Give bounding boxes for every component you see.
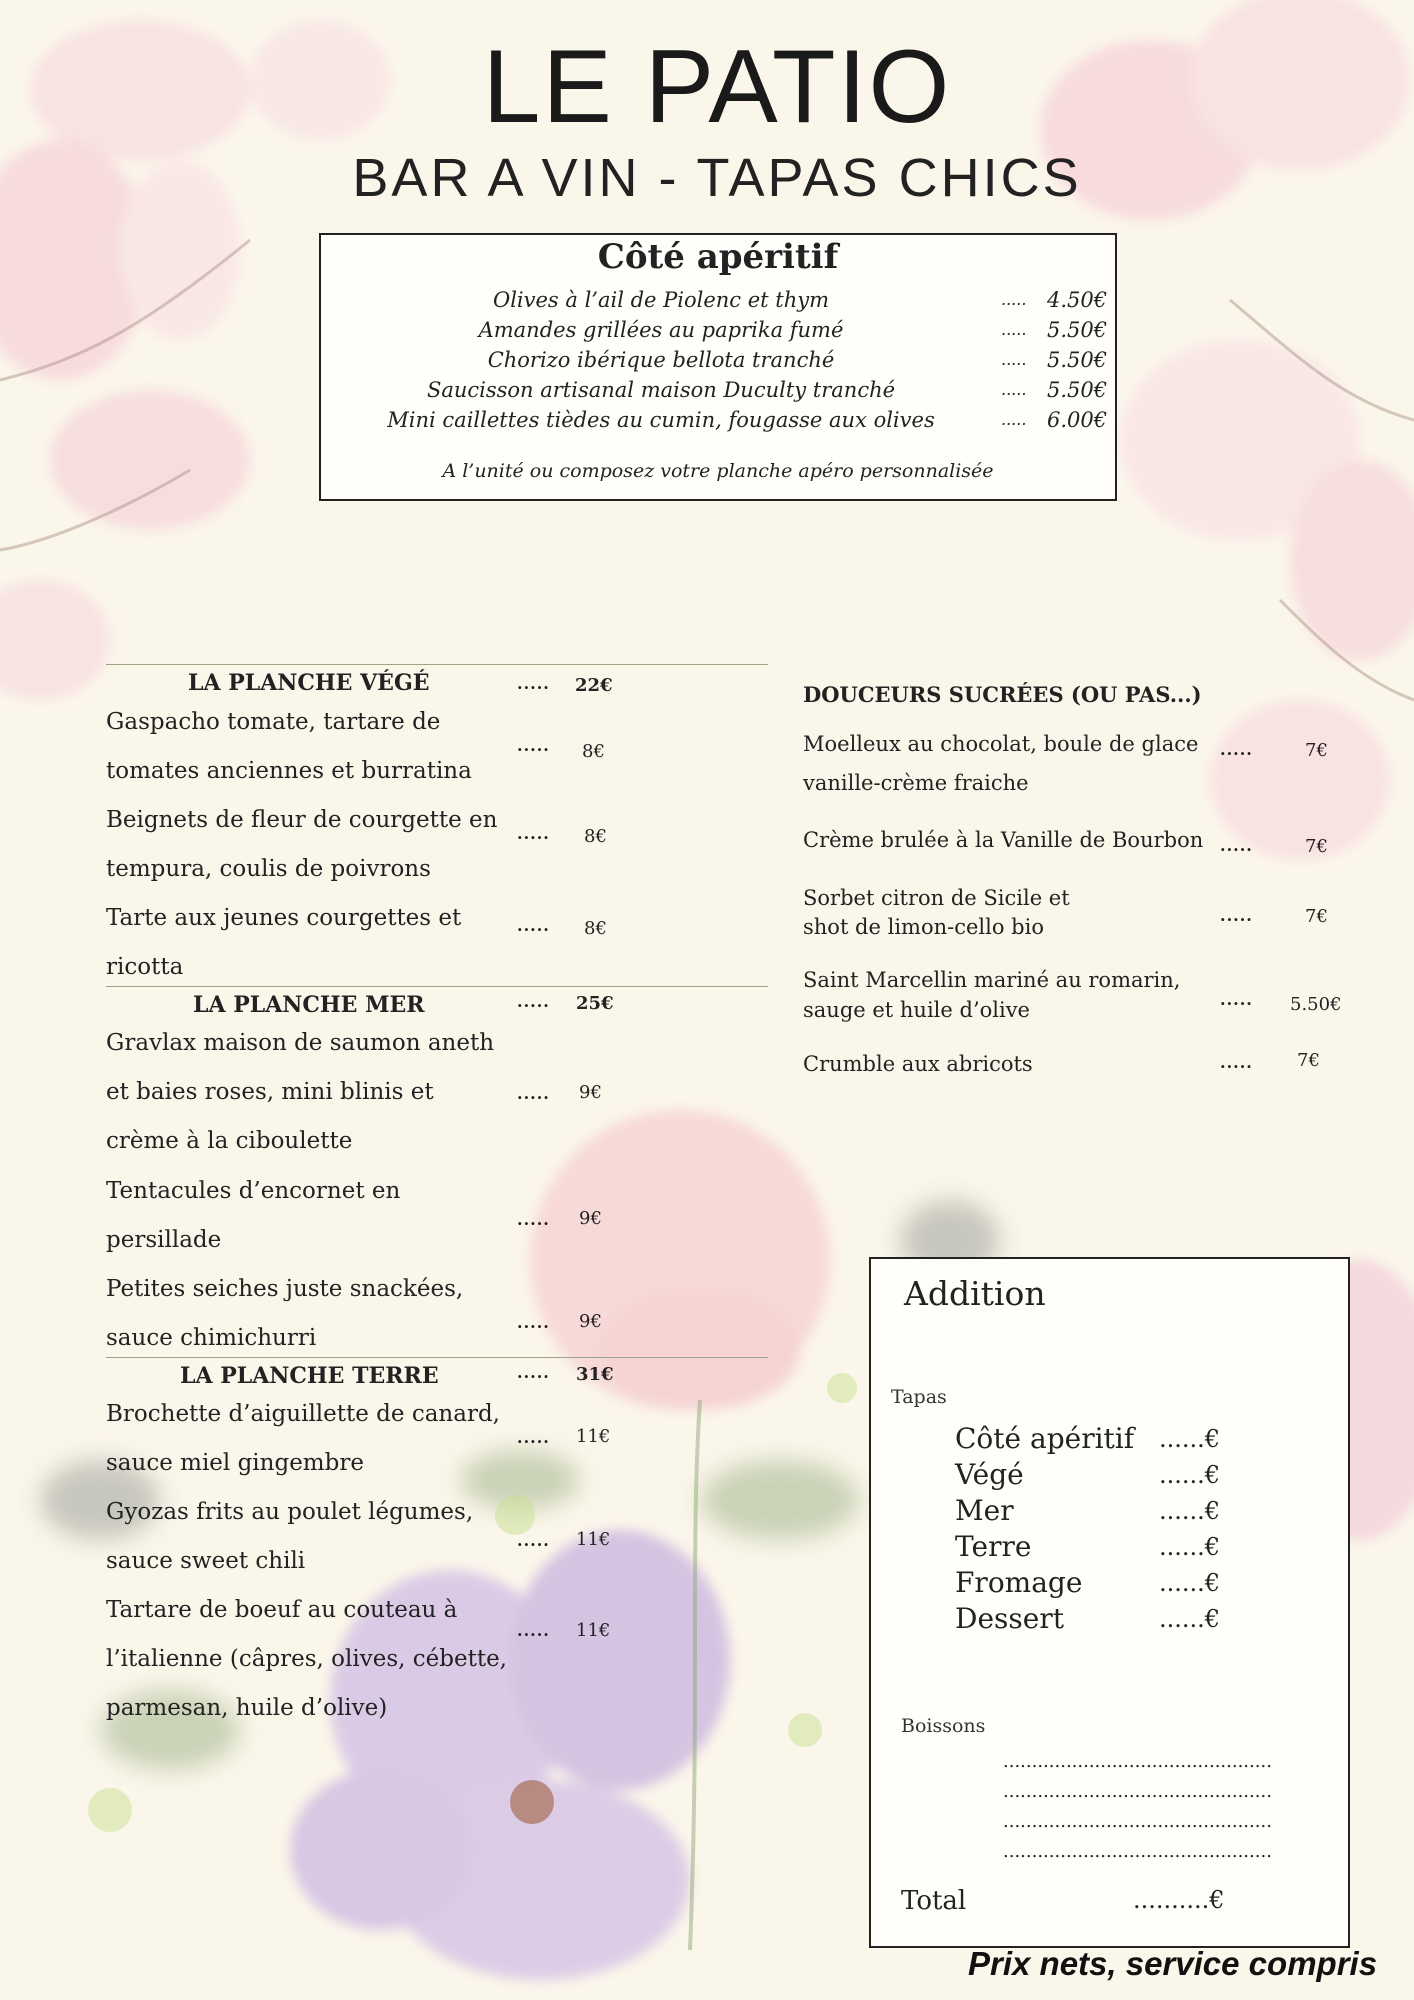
- list-item-line: tomates anciennes et burratina: [106, 758, 472, 784]
- item-name: Chorizo ibérique bellota tranché: [487, 348, 835, 372]
- dot-leader: .....: [517, 1210, 550, 1229]
- item-price: 7€: [1305, 836, 1328, 857]
- dot-leader: .....: [1220, 990, 1253, 1009]
- list-item-line: Gaspacho tomate, tartare de: [106, 709, 441, 735]
- list-item-line: sauce sweet chili: [106, 1548, 306, 1574]
- dot-leader: .....: [1220, 740, 1253, 759]
- aperitif-list: [321, 285, 1115, 435]
- list-item-line: l’italienne (câpres, olives, cébette,: [106, 1646, 507, 1672]
- list-item: [955, 1457, 1255, 1493]
- dot-leader: .....: [517, 736, 550, 755]
- list-item: [955, 1421, 1255, 1457]
- list-item-line: parmesan, huile d’olive): [106, 1695, 388, 1721]
- list-item-line: Tarte aux jeunes courgettes et: [106, 905, 462, 931]
- section-price: 25€: [576, 993, 614, 1014]
- tapas-item-label: Côté apéritif: [955, 1422, 1135, 1455]
- boissons-list: [1003, 1747, 1343, 1867]
- tapas-item-label: Mer: [955, 1494, 1014, 1527]
- aperitif-note: A l’unité ou composez votre planche apéro personnalisée: [442, 460, 994, 482]
- amount-field[interactable]: ......€: [1159, 1497, 1221, 1525]
- list-item: [955, 1493, 1255, 1529]
- list-item: [321, 375, 1115, 405]
- section-divider: [106, 664, 768, 665]
- item-name: Mini caillettes tièdes au cumin, fougasse aux olives: [387, 408, 935, 432]
- section-title-mer: LA PLANCHE MER: [193, 992, 425, 1018]
- list-item-line: Tentacules d’encornet en: [106, 1178, 401, 1204]
- addition-box: [869, 1257, 1350, 1948]
- section-title-vege: LA PLANCHE VÉGÉ: [188, 670, 430, 696]
- list-item-line: shot de limon-cello bio: [803, 915, 1044, 939]
- list-item-line: sauge et huile d’olive: [803, 998, 1030, 1022]
- item-price: 11€: [576, 1529, 611, 1550]
- dot-leader: .....: [1001, 380, 1027, 399]
- total-label: Total: [901, 1886, 967, 1916]
- list-item: [955, 1529, 1255, 1565]
- list-item: [321, 285, 1115, 315]
- amount-field[interactable]: ......€: [1159, 1425, 1221, 1453]
- list-item-line: Moelleux au chocolat, boule de glace: [803, 732, 1199, 756]
- list-item-line: Gyozas frits au poulet légumes,: [106, 1499, 474, 1525]
- item-price: 5.50€: [1047, 318, 1108, 342]
- list-item-line: crème à la ciboulette: [106, 1128, 353, 1154]
- section-title-terre: LA PLANCHE TERRE: [180, 1363, 439, 1389]
- list-item: [955, 1601, 1255, 1637]
- item-price: 7€: [1305, 740, 1328, 761]
- page-subtitle: BAR A VIN - TAPAS CHICS: [352, 148, 1082, 208]
- item-price: 5.50€: [1047, 378, 1108, 402]
- list-item-line: persillade: [106, 1227, 222, 1253]
- footer-note: Prix nets, service compris: [968, 1945, 1378, 1982]
- list-item-line: Beignets de fleur de courgette en: [106, 807, 498, 833]
- section-price: 31€: [576, 1364, 614, 1385]
- dot-leader: .....: [1220, 906, 1253, 925]
- dot-leader: .....: [517, 992, 550, 1011]
- list-item-line: Crumble aux abricots: [803, 1052, 1033, 1076]
- list-item-line: Saint Marcellin mariné au romarin,: [803, 968, 1181, 992]
- item-price: 5.50€: [1047, 348, 1108, 372]
- dot-leader: .....: [1001, 320, 1027, 339]
- addition-title: Addition: [904, 1274, 1046, 1313]
- dot-leader: .....: [1001, 410, 1027, 429]
- section-divider: [106, 986, 768, 987]
- list-item-line: Gravlax maison de saumon aneth: [106, 1030, 495, 1056]
- list-item-line: Crème brulée à la Vanille de Bourbon: [803, 828, 1204, 852]
- item-price: 7€: [1297, 1050, 1320, 1071]
- dot-leader: .....: [517, 1428, 550, 1447]
- dot-leader: .....: [517, 674, 550, 693]
- aperitif-title: Côté apéritif: [597, 237, 839, 277]
- item-price: 11€: [576, 1620, 611, 1641]
- list-item: [321, 405, 1115, 435]
- list-item-line: sauce miel gingembre: [106, 1450, 364, 1476]
- drink-line-field[interactable]: ...............................................: [1003, 1781, 1272, 1802]
- boissons-label: Boissons: [901, 1715, 986, 1737]
- drink-line-field[interactable]: ...............................................: [1003, 1751, 1272, 1772]
- item-price: 8€: [584, 826, 607, 847]
- section-divider: [106, 1357, 768, 1358]
- item-name: Olives à l’ail de Piolenc et thym: [492, 288, 830, 312]
- item-price: 8€: [584, 918, 607, 939]
- item-price: 4.50€: [1047, 288, 1108, 312]
- aperitif-box: [319, 233, 1117, 501]
- dot-leader: .....: [517, 1621, 550, 1640]
- amount-field[interactable]: ......€: [1159, 1569, 1221, 1597]
- dot-leader: .....: [1220, 836, 1253, 855]
- drink-line-field[interactable]: ...............................................: [1003, 1841, 1272, 1862]
- total-field[interactable]: ..........€: [1133, 1886, 1225, 1914]
- list-item-line: sauce chimichurri: [106, 1325, 317, 1351]
- dot-leader: .....: [1220, 1053, 1253, 1072]
- list-item: [955, 1565, 1255, 1601]
- amount-field[interactable]: ......€: [1159, 1533, 1221, 1561]
- dot-leader: .....: [517, 1363, 550, 1382]
- dot-leader: .....: [517, 1313, 550, 1332]
- list-item-line: Brochette d’aiguillette de canard,: [106, 1401, 500, 1427]
- item-price: 6.00€: [1047, 408, 1108, 432]
- tapas-item-label: Dessert: [955, 1602, 1064, 1635]
- tapas-label: Tapas: [891, 1386, 947, 1408]
- item-name: Amandes grillées au paprika fumé: [478, 318, 844, 342]
- page-title: LE PATIO: [482, 29, 952, 145]
- item-price: 9€: [579, 1082, 602, 1103]
- list-item-line: Tartare de boeuf au couteau à: [106, 1597, 458, 1623]
- item-price: 9€: [579, 1311, 602, 1332]
- item-price: 7€: [1305, 906, 1328, 927]
- list-item-line: ricotta: [106, 954, 184, 980]
- drink-line-field[interactable]: ...............................................: [1003, 1811, 1272, 1832]
- item-price: 8€: [582, 741, 605, 762]
- list-item: [321, 315, 1115, 345]
- tapas-item-label: Terre: [955, 1530, 1032, 1563]
- amount-field[interactable]: ......€: [1159, 1605, 1221, 1633]
- tapas-list: [955, 1421, 1255, 1637]
- list-item-line: Petites seiches juste snackées,: [106, 1276, 464, 1302]
- dot-leader: .....: [517, 916, 550, 935]
- tapas-item-label: Fromage: [955, 1566, 1083, 1599]
- dot-leader: .....: [517, 824, 550, 843]
- amount-field[interactable]: ......€: [1159, 1461, 1221, 1489]
- tapas-item-label: Végé: [955, 1458, 1024, 1491]
- dot-leader: .....: [517, 1084, 550, 1103]
- list-item-line: tempura, coulis de poivrons: [106, 856, 431, 882]
- list-item-line: vanille-crème fraiche: [803, 771, 1029, 795]
- section-price: 22€: [575, 675, 613, 696]
- list-item-line: et baies roses, mini blinis et: [106, 1079, 434, 1105]
- section-title-desserts: DOUCEURS SUCRÉES (OU PAS...): [803, 682, 1202, 707]
- item-name: Saucisson artisanal maison Duculty tranché: [426, 378, 896, 402]
- item-price: 5.50€: [1290, 994, 1342, 1015]
- dot-leader: .....: [1001, 290, 1027, 309]
- item-price: 11€: [576, 1426, 611, 1447]
- list-item: [321, 345, 1115, 375]
- dot-leader: .....: [1001, 350, 1027, 369]
- list-item-line: Sorbet citron de Sicile et: [803, 886, 1070, 910]
- dot-leader: .....: [517, 1531, 550, 1550]
- item-price: 9€: [579, 1208, 602, 1229]
